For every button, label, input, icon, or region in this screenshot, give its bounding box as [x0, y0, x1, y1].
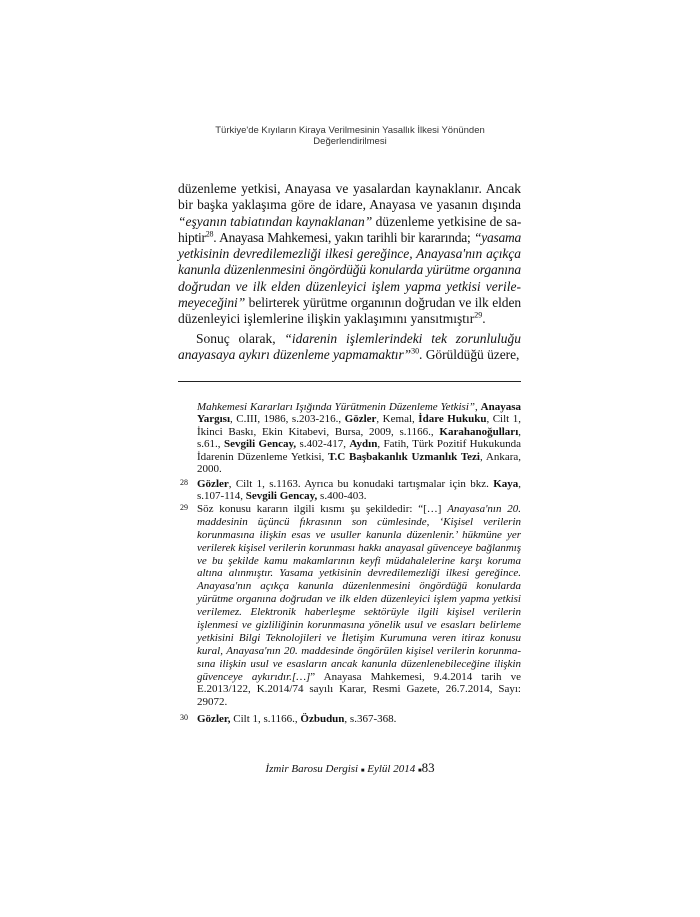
text-line — [178, 230, 521, 246]
separator-icon: ■ — [360, 768, 365, 774]
text-line — [178, 214, 521, 230]
text-line — [197, 696, 521, 709]
text-line — [178, 262, 521, 278]
text-line — [197, 463, 521, 475]
text-line — [197, 713, 521, 725]
text-run: 2000. — [197, 462, 222, 475]
text-line — [197, 593, 521, 606]
text-run: yürütme organına doğrudan ve ilk elden düzenleyici işlem yapma yetkisi — [197, 593, 521, 606]
text-line — [197, 490, 521, 502]
header-line-2: Değerlendirilmesi — [313, 136, 387, 147]
text-run: Karahanoğulları — [439, 425, 519, 438]
text-run: İdarenin Düzenleme Yetkisi, — [197, 450, 329, 463]
text-run: kural, Anayasa'nın 20. maddesinde öngörülen kişisel verilerin korunma- — [197, 644, 521, 657]
journal-name: İzmir Barosu Dergisi — [265, 763, 359, 775]
running-header — [150, 125, 550, 147]
footnote-number: 30 — [180, 713, 188, 722]
text-line — [197, 580, 521, 593]
text-run: kanunla düzenlenmesini öngördüğü konularda yürütme organına — [178, 262, 521, 278]
footnote-continued — [197, 401, 521, 475]
text-run: 29072. — [197, 696, 228, 709]
text-run: Sonuç olarak, — [196, 331, 285, 346]
text-line — [197, 529, 521, 542]
text-run: , — [475, 401, 481, 413]
issue-date: Eylül 2014 — [367, 763, 416, 775]
text-run: güvenceye aykırıdır.[…] — [197, 670, 311, 683]
text-run: , C.III, 1986, s.203-216., — [230, 413, 345, 426]
text-line — [178, 197, 521, 213]
text-run: ve bu şekilde kamu makamlarının keyfi müdahalelerine karşı koruma — [197, 554, 521, 567]
footnote-reference: 30 — [411, 346, 420, 356]
text-run: ” Anayasa Mahkemesi, 9.4.2014 tarih ve — [310, 670, 521, 683]
text-run: , — [518, 425, 521, 438]
footnote-30 — [180, 713, 521, 725]
text-run: , Cilt 1, — [486, 413, 521, 426]
text-run: verilemez. Elektronik haberleşme sektörüyle ilgili kişisel verilerin — [197, 606, 521, 619]
text-run: Gözler, — [197, 713, 231, 725]
footnote-divider — [178, 381, 521, 382]
text-run: s.61., — [197, 438, 224, 451]
text-run: T.C Başbakanlık Uzmanlık Tezi — [328, 450, 480, 463]
text-line — [197, 645, 521, 658]
text-run: “eşyanın tabiatından kaynaklanan” — [178, 213, 373, 229]
text-run: işlenmesi ve gizliliğinin korunmasına yönelik usul ve esasları belirleme — [197, 619, 521, 632]
text-line — [178, 331, 521, 347]
body-paragraph-2 — [178, 331, 521, 364]
text-run: Cilt 1, s.1166., — [230, 713, 301, 725]
text-run: Anayasa — [480, 401, 521, 413]
text-run: anayasaya aykırı düzenleme yapmamaktır” — [178, 347, 412, 363]
text-line — [178, 347, 521, 363]
text-run: s.400-403. — [317, 490, 367, 503]
text-line — [197, 619, 521, 632]
text-line — [197, 606, 521, 619]
text-run: E.2013/122, K.2014/74 sayılı Karar, Resmi Gazete, 26.7.2014, Sayı: — [197, 683, 521, 696]
text-line — [197, 567, 521, 580]
text-run: . Anayasa Mahkemesi, yakın tarihli bir kararında; — [213, 229, 474, 245]
footnote-reference: 29 — [474, 310, 483, 320]
text-line — [197, 516, 521, 529]
text-run: , Ankara, — [479, 450, 522, 463]
text-line — [197, 542, 521, 555]
text-run: bir başka yaklaşıma göre de idare, Anayasa ve yasanın dışında — [178, 197, 521, 213]
text-line — [178, 246, 521, 262]
text-run: yetkisinin devredilemezliği ilkesi gereğince, Anayasa'nın açıkça — [178, 246, 521, 262]
text-run: Aydın — [349, 438, 378, 451]
text-run: “yasama — [473, 229, 521, 245]
text-line — [197, 658, 521, 671]
text-run: belirterek yürütme organının doğrudan ve ilk elden — [245, 295, 521, 311]
text-run: , Fatih, Türk Pozitif Hukukunda — [377, 438, 521, 451]
footnote-reference: 28 — [205, 229, 214, 239]
text-line — [197, 451, 521, 463]
text-run: . Görüldüğü üzere, — [419, 347, 520, 363]
text-line — [197, 671, 521, 684]
text-run: , s.367-368. — [344, 713, 397, 725]
text-run: maddesinin üçüncü fıkrasının son cümlesinde, ‘Kişisel verilerin — [197, 515, 521, 528]
header-line-1: Türkiye'de Kıyıların Kiraya Verilmesinin Yasallık İlkesi Yönünden — [215, 125, 485, 136]
separator-icon: ■ — [417, 768, 422, 774]
text-run: s.402-417, — [296, 438, 350, 451]
text-run: “idarenin işlemlerindeki tek zorunluluğu — [284, 331, 521, 346]
text-run: altına alınmıştır. Yasama yetkisinin devredilemezliği ilkesi gereğince. — [197, 567, 521, 580]
text-run: Özbudun — [300, 713, 345, 725]
text-line — [197, 426, 521, 438]
text-line — [197, 632, 521, 645]
text-run: verilerek kişisel verilerin korunması hakkı anayasal güvenceye bağlanmış — [197, 541, 521, 554]
text-line — [178, 295, 521, 311]
text-run: Mahkemesi Kararları Işığında Yürütmenin Düzenleme Yetkisi” — [197, 401, 476, 413]
footnote-number: 28 — [180, 478, 188, 487]
text-run: , Cilt 1, s.1163. Ayrıca bu konudaki tartışmalar için bkz. — [228, 478, 494, 490]
text-run: meyeceğini” — [178, 295, 246, 311]
text-run: korunmasına ilişkin esas ve usuller kanunla düzenlenir.’ hükmüne yer — [197, 528, 521, 541]
text-run: . — [482, 311, 486, 327]
text-run: hiptir — [178, 229, 206, 245]
text-run: s.107-114, — [197, 490, 246, 503]
text-run: Gözler — [344, 413, 377, 426]
text-run: Sevgili Gencay, — [223, 438, 297, 451]
text-line — [178, 311, 521, 327]
text-line — [178, 279, 521, 295]
text-run: düzenleyici işlemlerine ilişkin yaklaşımını yansıtmıştır — [178, 311, 475, 327]
text-run: Anayasa'nın 20. — [447, 503, 521, 515]
text-run: Yargısı — [197, 413, 230, 426]
text-run: Kaya — [493, 478, 519, 490]
text-run: Anayasa'nın açıkça kanunla düzenlenmesini öngördüğü konularda — [197, 580, 521, 593]
text-run: düzenleme yetkisi, Anayasa ve yasalardan kaynaklanır. Ancak — [178, 181, 521, 196]
text-run: , — [518, 478, 521, 490]
text-run: , Kemal, — [376, 413, 419, 426]
text-run: düzenleme yetkisine de sa- — [372, 213, 522, 229]
text-line — [197, 438, 521, 450]
text-line — [197, 413, 521, 425]
text-run: yetkisini Bilgi Teknolojileri ve İletişim Kurumuna veren itiraz konusu — [197, 631, 521, 644]
text-line — [178, 181, 521, 197]
text-run: Söz konusu kararın ilgili kısmı şu şekildedir: “[…] — [197, 503, 448, 515]
text-line — [197, 401, 521, 413]
page-number: 83 — [421, 760, 435, 775]
page-footer — [150, 760, 550, 776]
text-run: İdare Hukuku — [418, 413, 487, 426]
text-line — [197, 503, 521, 516]
text-line — [197, 478, 521, 490]
text-run: doğrudan ve ilk elden düzenleyici işlem yapma yetkisi verile- — [178, 278, 521, 294]
text-line — [197, 555, 521, 568]
body-paragraph-1 — [178, 181, 521, 328]
text-line — [197, 683, 521, 696]
footnote-number: 29 — [180, 503, 188, 512]
footnote-29 — [180, 503, 521, 709]
text-run: sına ilişkin usul ve esasların ancak kanunla düzenlenebileceğine ilişkin — [197, 657, 521, 670]
text-run: Sevgili Gencay, — [245, 490, 318, 503]
text-run: Gözler — [197, 478, 229, 490]
text-run: İkinci Baskı, Ekin Kitabevi, Bursa, 2009, s.1166., — [197, 425, 440, 438]
footnote-28 — [180, 478, 521, 503]
